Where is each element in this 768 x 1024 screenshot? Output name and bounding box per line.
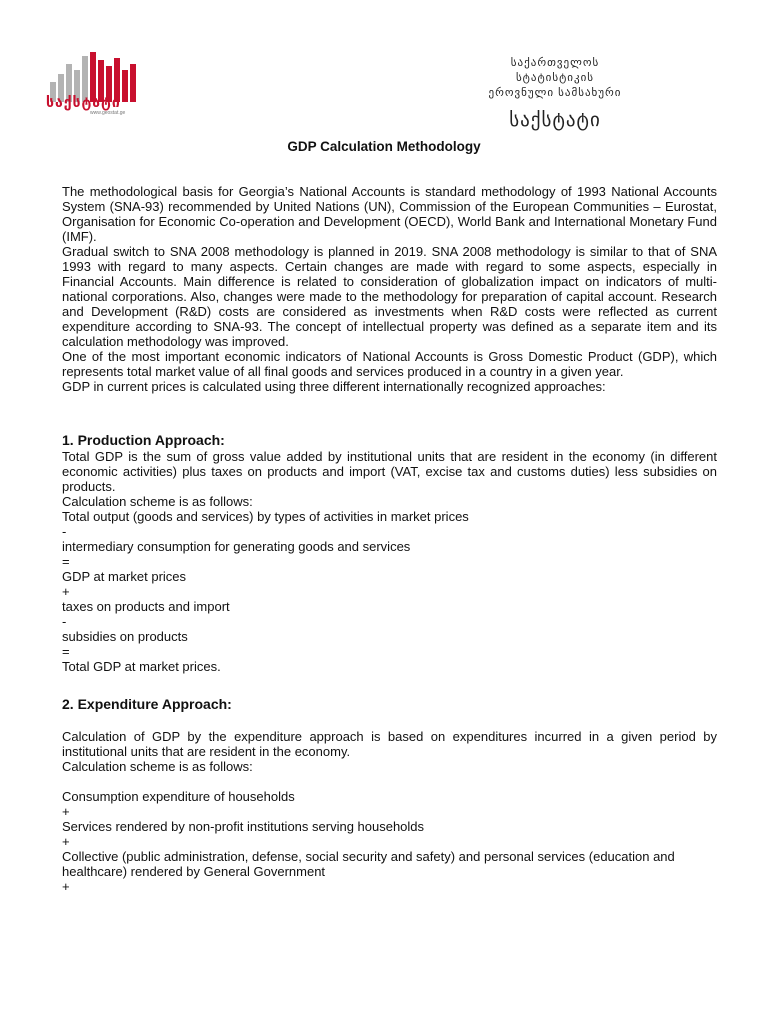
expenditure-description: Calculation of GDP by the expenditure approach is based on expenditures incurred in a given period by institutional units that are resident in the economy. <box>62 729 717 759</box>
expenditure-scheme-line: Services rendered by non-profit institutions serving households <box>62 819 425 834</box>
production-scheme-line: Total output (goods and services) by types of activities in market prices <box>62 509 469 524</box>
expenditure-approach-heading: 2. Expenditure Approach: <box>62 696 232 712</box>
production-scheme-line: - <box>62 524 67 539</box>
intro-paragraph-3: One of the most important economic indicators of National Accounts is Gross Domestic Product (GDP), which represents total market value of all final goods and services produced in a country in a given year. <box>62 349 717 379</box>
production-scheme-line: taxes on products and import <box>62 599 230 614</box>
intro-paragraph-1: The methodological basis for Georgia’s National Accounts is standard methodology of 1993 National Accounts System (SNA-93) recommended by United Nations (UN), Commission of the European Communities – Eurostat, Organisation for Economic Co-operation and Development (OECD), World Bank and International Monetary Fund (IMF). <box>62 184 717 244</box>
organization-header <box>470 56 640 132</box>
intro-paragraph-2: Gradual switch to SNA 2008 methodology is planned in 2019. SNA 2008 methodology is similar to that of SNA 1993 with regard to many aspects. Certain changes are made with regard to some aspects, especially in Financial Accounts. Main difference is related to consideration of globalization impact on indicators of multi-national corporations. Also, changes were made to the methodology for preparation of capital account. Research and Development (R&D) costs are considered as investments when R&D costs were reflected as current expenditure according to SNA-93. The concept of intellectual property was defined as a separate item and its calculation methodology was improved. <box>62 244 717 349</box>
production-approach-heading: 1. Production Approach: <box>62 432 225 448</box>
org-short-name: საქსტატი <box>509 110 601 131</box>
production-scheme-label: Calculation scheme is as follows: <box>62 494 253 509</box>
expenditure-scheme-line: Consumption expenditure of households <box>62 789 295 804</box>
production-scheme-line: Total GDP at market prices. <box>62 659 221 674</box>
production-scheme-line: - <box>62 614 67 629</box>
expenditure-scheme-label: Calculation scheme is as follows: <box>62 759 253 774</box>
geostat-logo <box>44 50 154 120</box>
production-description: Total GDP is the sum of gross value added by institutional units that are resident in the economy (in different economic activities) plus taxes on products and import (VAT, excise tax and customs duties) less subsidies on products. <box>62 449 717 494</box>
production-scheme-line: intermediary consumption for generating goods and services <box>62 539 411 554</box>
expenditure-scheme-line: + <box>62 879 70 894</box>
production-scheme-line: = <box>62 644 70 659</box>
expenditure-scheme-line: Collective (public administration, defense, social security and safety) and personal services (education and healthcare) rendered by General Government <box>62 849 675 879</box>
production-scheme-line: GDP at market prices <box>62 569 187 584</box>
logo-url: www.geostat.ge <box>90 110 126 116</box>
production-scheme-line: + <box>62 584 70 599</box>
document-body <box>62 184 717 894</box>
intro-paragraph-4: GDP in current prices is calculated using three different internationally recognized approaches: <box>62 379 606 394</box>
expenditure-scheme-line: + <box>62 834 70 849</box>
document-title: GDP Calculation Methodology <box>287 139 481 154</box>
production-scheme-line: = <box>62 554 70 569</box>
production-scheme-line: subsidies on products <box>62 629 188 644</box>
org-name-line-2: ეროვნული სამსახური <box>488 87 622 99</box>
logo-wordmark: საქსტატი <box>46 94 121 110</box>
expenditure-scheme-line: + <box>62 804 70 819</box>
org-name-line-1: საქართველოს სტატისტიკის <box>510 57 600 84</box>
